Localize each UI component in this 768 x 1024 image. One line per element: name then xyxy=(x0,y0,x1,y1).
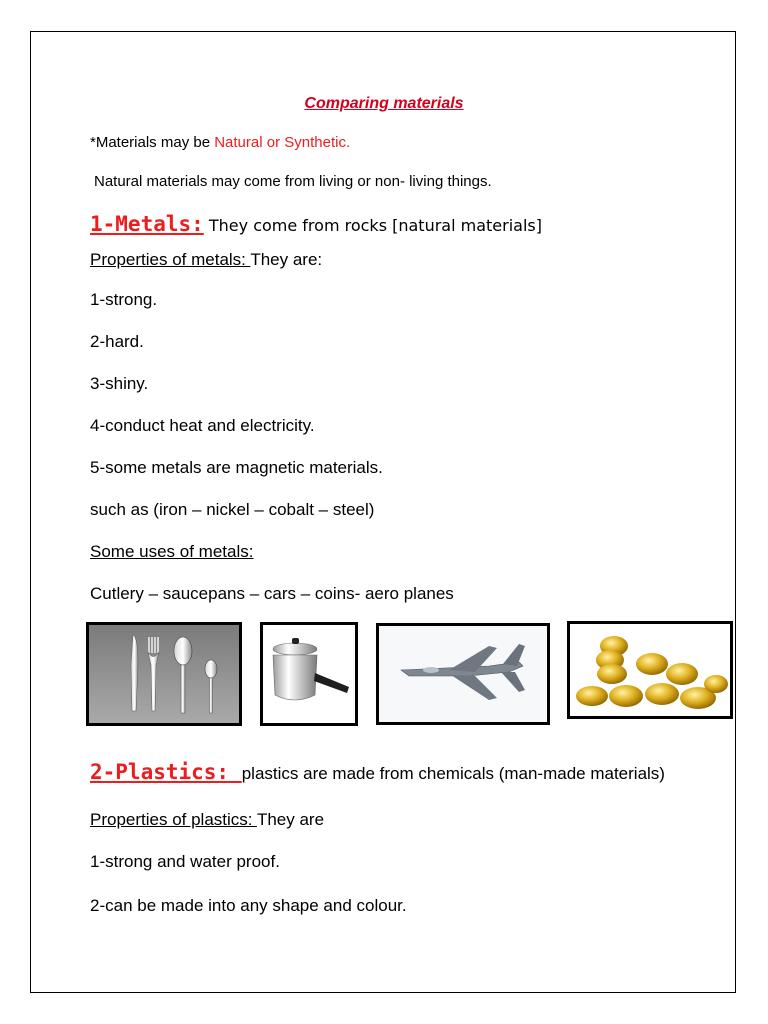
plastic-property-1: 1-strong and water proof. xyxy=(90,852,280,871)
metals-uses: Cutlery – saucepans – cars – coins- aero planes xyxy=(90,584,454,603)
coins-illustration xyxy=(570,624,730,716)
page-title: Comparing materials xyxy=(304,95,464,112)
metals-heading: 1-Metals: xyxy=(90,212,204,236)
metals-properties-heading xyxy=(90,250,322,270)
aeroplane-image xyxy=(376,623,550,725)
metals-uses-label: Some uses of metals: xyxy=(90,542,254,561)
metal-examples: such as (iron – nickel – cobalt – steel) xyxy=(90,500,375,519)
metals-properties-suffix: They are: xyxy=(250,250,323,269)
intro-line-1 xyxy=(90,134,350,151)
metal-property-3: 3-shiny. xyxy=(90,374,149,393)
plastics-heading-line xyxy=(90,760,665,784)
plastics-properties-heading xyxy=(90,810,324,830)
cutlery-illustration xyxy=(89,625,239,723)
metal-property-1: 1-strong. xyxy=(90,290,158,309)
metals-description: They come from rocks [natural materials] xyxy=(203,216,542,235)
plastics-properties-label: Properties of plastics: xyxy=(90,810,257,829)
metal-property-5: 5-some metals are magnetic materials. xyxy=(90,458,383,477)
saucepan-image xyxy=(260,622,358,726)
aeroplane-illustration xyxy=(379,626,547,722)
saucepan-illustration xyxy=(263,625,355,723)
metal-property-4: 4-conduct heat and electricity. xyxy=(90,416,315,435)
plastic-property-2: 2-can be made into any shape and colour. xyxy=(90,896,407,915)
cutlery-image xyxy=(86,622,242,726)
plastics-description: plastics are made from chemicals (man-made materials) xyxy=(241,764,665,783)
plastics-properties-suffix: They are xyxy=(256,810,325,829)
metal-property-2: 2-hard. xyxy=(90,332,144,351)
metals-properties-label: Properties of metals: xyxy=(90,250,251,269)
metals-heading-line xyxy=(90,212,542,236)
intro-line-2: Natural materials may come from living or non- living things. xyxy=(94,173,492,190)
intro-prefix: *Materials may be xyxy=(90,134,215,151)
intro-highlight: Natural or Synthetic. xyxy=(214,134,351,151)
coins-image xyxy=(567,621,733,719)
plastics-heading: 2-Plastics: xyxy=(90,760,242,784)
